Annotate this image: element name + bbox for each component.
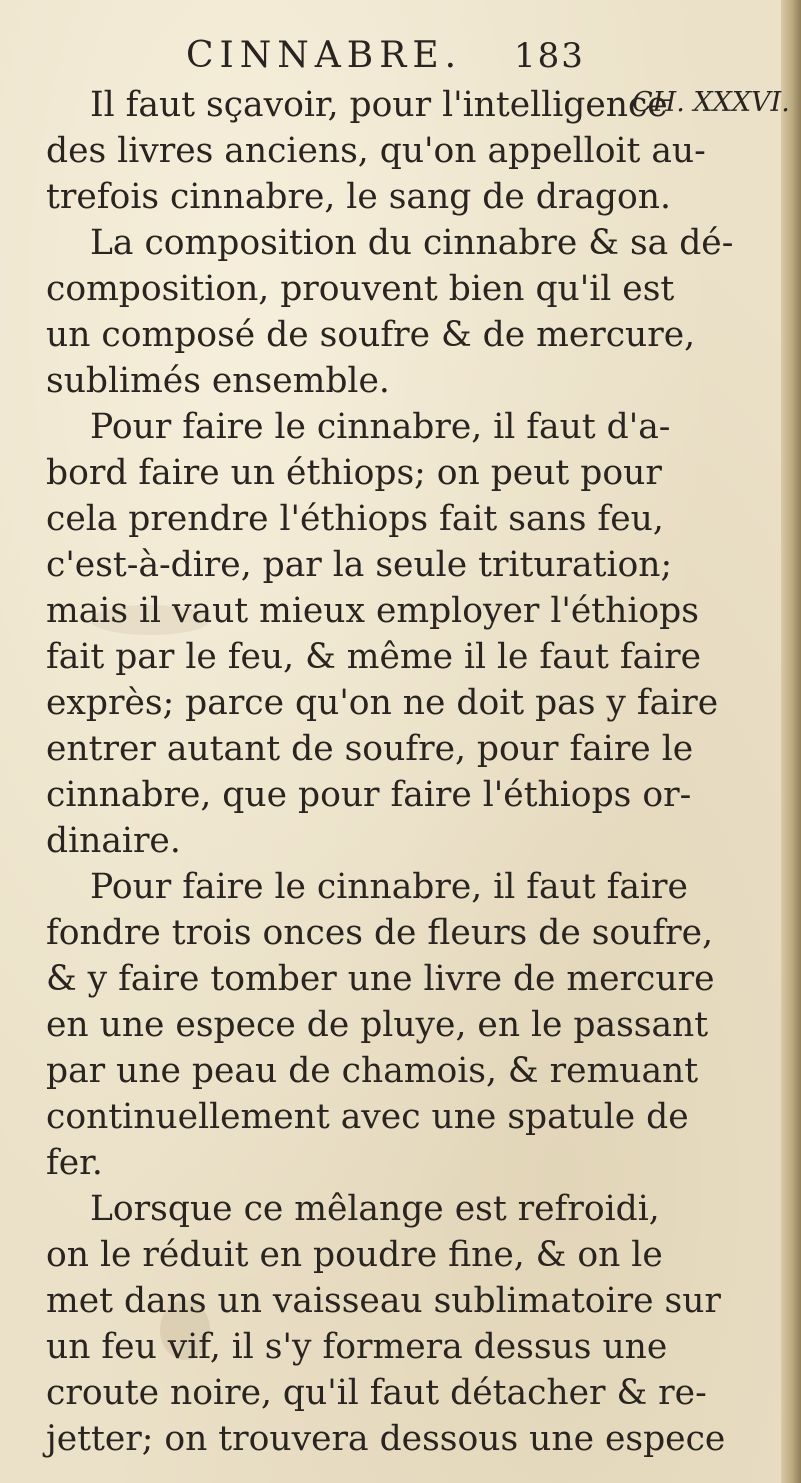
text-line: cinnabre, que pour faire l'éthiops or- (46, 775, 692, 815)
text-line: fondre trois onces de fleurs de soufre, (46, 913, 714, 953)
text-line: un feu vif, il s'y formera dessus une (46, 1327, 668, 1367)
page-number: 183 (514, 36, 585, 76)
text-line: Il faut sçavoir, pour l'intelligence (90, 85, 668, 125)
text-line: & y faire tomber une livre de mercure (46, 959, 715, 999)
text-line: des livres anciens, qu'on appelloit au- (46, 131, 706, 171)
text-line: entrer autant de soufre, pour faire le (46, 729, 694, 769)
text-line: c'est-à-dire, par la seule trituration; (46, 545, 673, 585)
page-edge (781, 0, 801, 1483)
text-line: Pour faire le cinnabre, il faut d'a- (90, 407, 671, 447)
text-line: La composition du cinnabre & sa dé- (90, 223, 734, 263)
text-line: cela prendre l'éthiops fait sans feu, (46, 499, 664, 539)
text-line: dinaire. (46, 821, 181, 861)
text-line: Lorsque ce mêlange est refroidi, (90, 1189, 660, 1229)
text-line: on le réduit en poudre fine, & on le (46, 1235, 663, 1275)
chapter-marginal-note: CH. XXXVI. (632, 87, 790, 118)
text-line: en une espece de pluye, en le passant (46, 1005, 709, 1045)
text-line: par une peau de chamois, & remuant (46, 1051, 699, 1091)
text-line: croute noire, qu'il faut détacher & re- (46, 1373, 707, 1413)
running-head: CINNABRE. (186, 35, 463, 76)
text-line: trefois cinnabre, le sang de dragon. (46, 177, 671, 217)
text-line: met dans un vaisseau sublimatoire sur (46, 1281, 721, 1321)
text-line: un composé de soufre & de mercure, (46, 315, 696, 355)
text-line: exprès; parce qu'on ne doit pas y faire (46, 683, 719, 723)
text-line: sublimés ensemble. (46, 361, 390, 401)
text-line: fait par le feu, & même il le faut faire (46, 637, 702, 677)
text-line: composition, prouvent bien qu'il est (46, 269, 675, 309)
text-line: mais il vaut mieux employer l'éthiops (46, 591, 699, 631)
text-line: jetter; on trouvera dessous une espece (46, 1419, 726, 1459)
text-line: bord faire un éthiops; on peut pour (46, 453, 662, 493)
text-line: continuellement avec une spatule de (46, 1097, 689, 1137)
text-line: Pour faire le cinnabre, il faut faire (90, 867, 688, 907)
text-line: fer. (46, 1143, 103, 1183)
